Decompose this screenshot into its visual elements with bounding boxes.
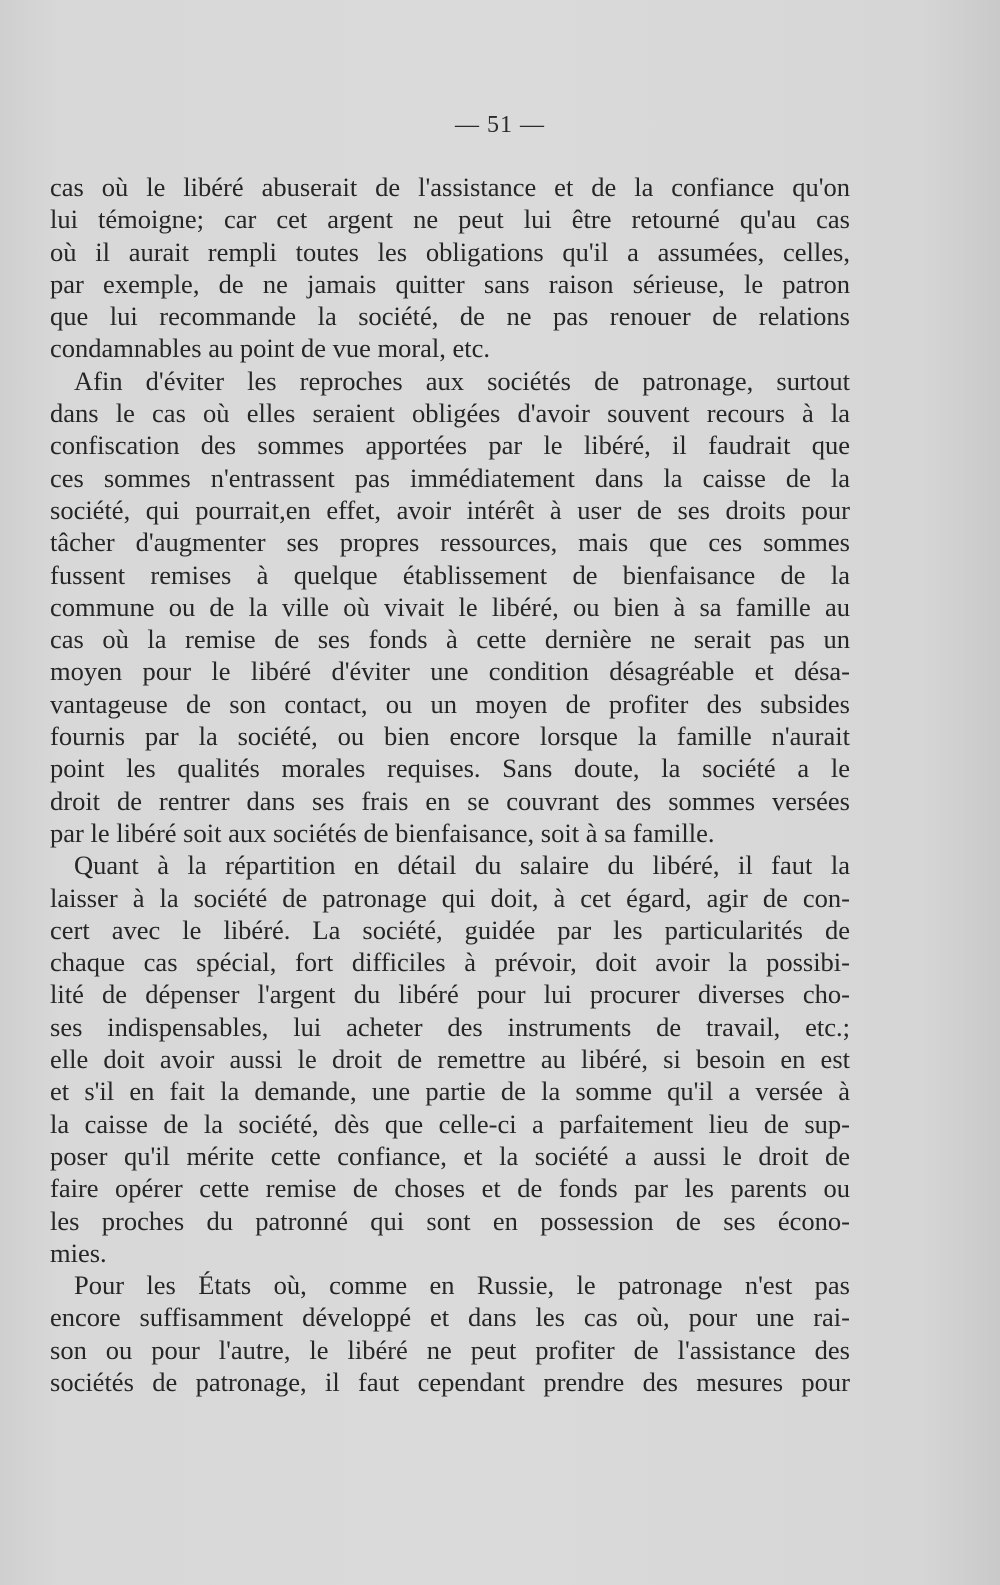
text-line: droit de rentrer dans ses frais en se couvrant des sommes versées xyxy=(50,785,850,816)
text-line: la caisse de la société, dès que celle-ci a parfaitement lieu de sup- xyxy=(50,1108,850,1139)
text-line: société, qui pourrait,en effet, avoir intérêt à user de ses droits pour xyxy=(50,494,850,525)
text-line: Pour les États où, comme en Russie, le patronage n'est pas xyxy=(74,1270,850,1301)
text-line: par le libéré soit aux sociétés de bienfaisance, soit à sa famille. xyxy=(50,817,715,848)
text-line: vantageuse de son contact, ou un moyen de profiter des subsides xyxy=(50,688,850,719)
text-line: sociétés de patronage, il faut cependant prendre des mesures pour xyxy=(50,1366,850,1397)
text-line: Afin d'éviter les reproches aux sociétés de patronage, surtout xyxy=(74,365,850,396)
text-line: point les qualités morales requises. Sans doute, la société a le xyxy=(50,753,850,784)
text-line: cas où le libéré abuserait de l'assistance et de la confiance qu'on xyxy=(50,172,850,202)
text-line: ces sommes n'entrassent pas immédiatement dans la caisse de la xyxy=(50,462,850,493)
text-line: lité de dépenser l'argent du libéré pour lui procurer diverses cho- xyxy=(50,979,850,1010)
text-line: mies. xyxy=(50,1237,107,1268)
text-line: encore suffisamment développé et dans les cas où, pour une rai- xyxy=(50,1302,850,1333)
text-line: par exemple, de ne jamais quitter sans raison sérieuse, le patron xyxy=(50,268,850,299)
text-line: tâcher d'augmenter ses propres ressources, mais que ces sommes xyxy=(50,527,850,558)
text-line: que lui recommande la société, de ne pas renouer de relations xyxy=(50,301,850,332)
text-line: Quant à la répartition en détail du salaire du libéré, il faut la xyxy=(74,850,850,881)
text-line: faire opérer cette remise de choses et de fonds par les parents ou xyxy=(50,1173,850,1204)
text-line: elle doit avoir aussi le droit de remettre au libéré, si besoin en est xyxy=(50,1044,850,1075)
text-line: les proches du patronné qui sont en possession de ses écono- xyxy=(50,1205,850,1236)
text-line: laisser à la société de patronage qui doit, à cet égard, agir de con- xyxy=(50,882,850,913)
text-line: cas où la remise de ses fonds à cette dernière ne serait pas un xyxy=(50,624,850,655)
text-line: fussent remises à quelque établissement de bienfaisance de la xyxy=(50,559,850,590)
text-line: commune ou de la ville où vivait le libéré, ou bien à sa famille au xyxy=(50,591,850,622)
text-line: cert avec le libéré. La société, guidée par les particularités de xyxy=(50,914,850,945)
text-line: confiscation des sommes apportées par le libéré, il faudrait que xyxy=(50,430,850,461)
text-line: condamnables au point de vue moral, etc. xyxy=(50,333,491,364)
text-line: fournis par la société, ou bien encore lorsque la famille n'aurait xyxy=(50,721,850,752)
text-line: chaque cas spécial, fort difficiles à prévoir, doit avoir la possibi- xyxy=(50,947,850,978)
body-text xyxy=(50,171,850,1398)
text-line: son ou pour l'autre, le libéré ne peut profiter de l'assistance des xyxy=(50,1334,850,1365)
text-line: lui témoigne; car cet argent ne peut lui être retourné qu'au cas xyxy=(50,204,850,235)
text-line: dans le cas où elles seraient obligées d'avoir souvent recours à la xyxy=(50,398,850,429)
text-line: poser qu'il mérite cette confiance, et la société a aussi le droit de xyxy=(50,1140,850,1171)
text-line: où il aurait rempli toutes les obligations qu'il a assumées, celles, xyxy=(50,236,850,267)
text-line: et s'il en fait la demande, une partie de la somme qu'il a versée à xyxy=(50,1076,850,1107)
text-line: ses indispensables, lui acheter des instruments de travail, etc.; xyxy=(50,1011,850,1042)
text-line: moyen pour le libéré d'éviter une condition désagréable et désa- xyxy=(50,656,850,687)
page-number: — 51 — xyxy=(455,112,545,138)
